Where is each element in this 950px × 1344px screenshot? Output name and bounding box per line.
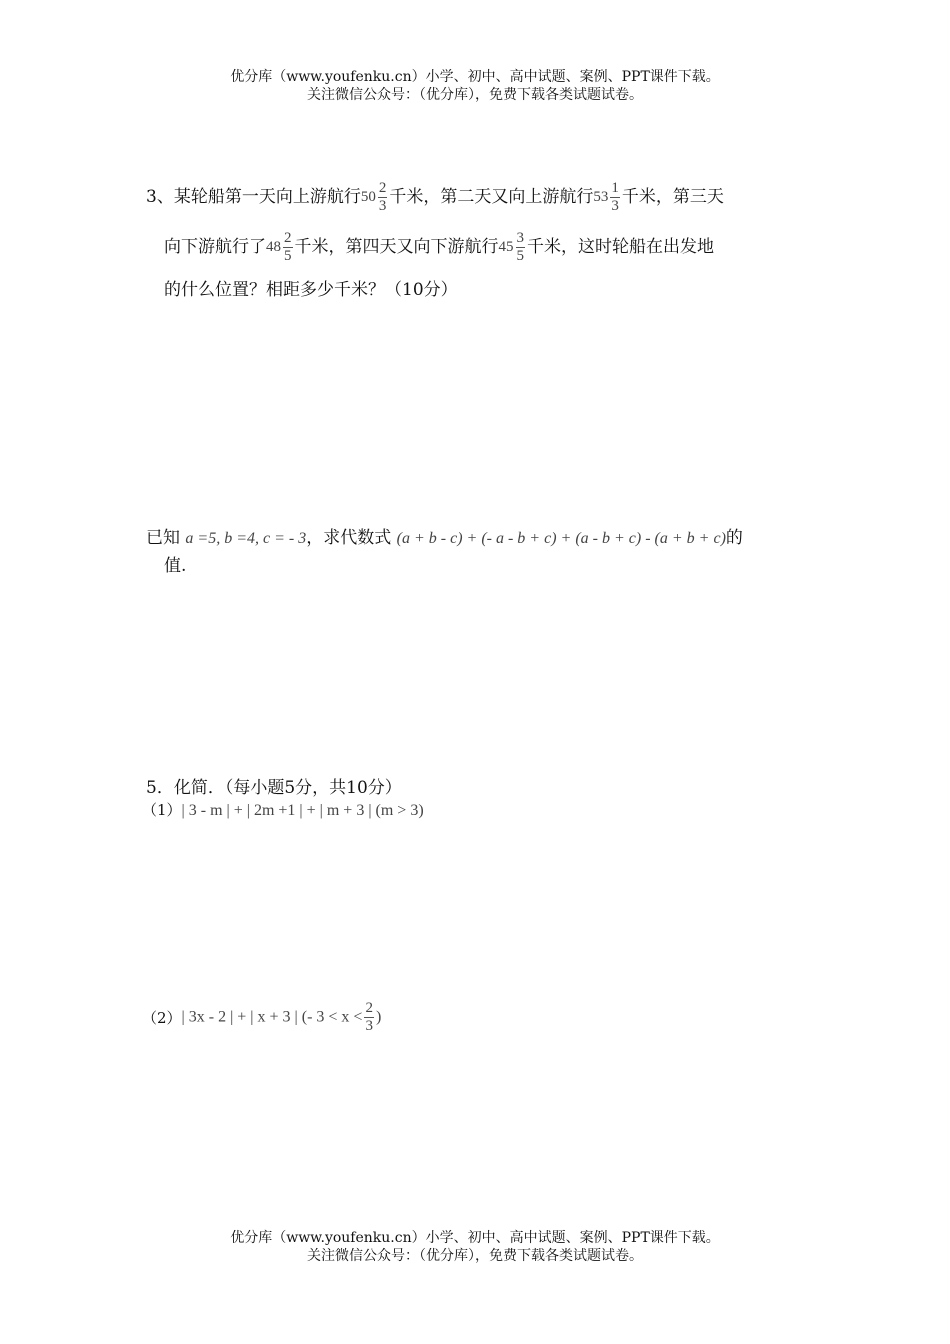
q3-text: 千米，第三天: [621, 187, 724, 207]
q3-text: 向下游航行了: [164, 237, 266, 257]
part-label: （2）: [142, 1009, 182, 1027]
whole-part: 50: [360, 189, 376, 205]
numerator: 2: [365, 1000, 373, 1016]
q3-text: 千米，第四天又向下游航行: [294, 237, 499, 257]
q3-line-2: [164, 230, 714, 265]
closing-paren: ): [375, 1008, 382, 1026]
mixed-number: [499, 230, 528, 265]
footer-line-2: 关注微信公众号：（优分库），免费下载各类试题试卷。: [307, 1248, 643, 1264]
numerator: 3: [516, 230, 524, 246]
q5-title: 5．化简．（每小题5分，共10分）: [146, 778, 402, 798]
whole-part: 45: [498, 239, 514, 255]
whole-part: 48: [266, 239, 281, 255]
q3-line-3: 的什么位置？相距多少千米？（10分）: [164, 280, 458, 300]
given-values: a =5, b =4, c = - 3: [185, 530, 307, 547]
denominator: 3: [365, 1018, 373, 1034]
numerator: 2: [284, 230, 292, 246]
part-1-expression: | 3 - m | + | 2m +1 | + | m + 3 | (m > 3): [181, 802, 424, 819]
q3-text: 千米，第二天又向上游航行: [389, 187, 594, 207]
q3-text: 千米，这时轮船在出发地: [527, 237, 714, 257]
whole-part: 53: [593, 189, 609, 205]
mixed-number: [361, 180, 390, 215]
header-line-2: 关注微信公众号：（优分库），免费下载各类试题试卷。: [307, 87, 643, 103]
q4-line-2: 值.: [164, 556, 187, 576]
algebraic-expression: (a + b - c) + (- a - b + c) + (a - b + c) - (a + b + c): [396, 530, 726, 547]
numerator: 1: [611, 180, 619, 196]
q4-text: 已知: [146, 528, 180, 548]
q4-text: ，求代数式: [306, 528, 392, 548]
q5-part-1: [142, 799, 424, 820]
q4-line-1: [146, 523, 743, 548]
footer-line-1: 优分库（www.youfenku.cn）小学、初中、高中试题、案例、PPT课件下载。: [230, 1230, 720, 1246]
header-line-1: 优分库（www.youfenku.cn）小学、初中、高中试题、案例、PPT课件下载。: [230, 69, 720, 85]
fraction: [516, 230, 526, 265]
denominator: 3: [611, 198, 619, 214]
mixed-number: [266, 230, 295, 265]
fraction: [283, 230, 293, 265]
denominator: 3: [378, 198, 387, 214]
q5-part-2: [142, 1000, 381, 1035]
fraction: [378, 180, 388, 215]
q4-text: 的: [725, 528, 743, 548]
denominator: 5: [284, 248, 292, 264]
denominator: 5: [516, 248, 524, 264]
fraction: [364, 1000, 374, 1035]
mixed-number: [593, 180, 622, 215]
numerator: 2: [378, 180, 387, 196]
part-label: （1）: [142, 801, 182, 819]
q3-line-1: [146, 180, 724, 215]
fraction: [610, 180, 620, 215]
q3-text: 3、某轮船第一天向上游航行: [146, 187, 361, 207]
part-2-expression: | 3x - 2 | + | x + 3 | (- 3 < x <: [181, 1008, 363, 1026]
